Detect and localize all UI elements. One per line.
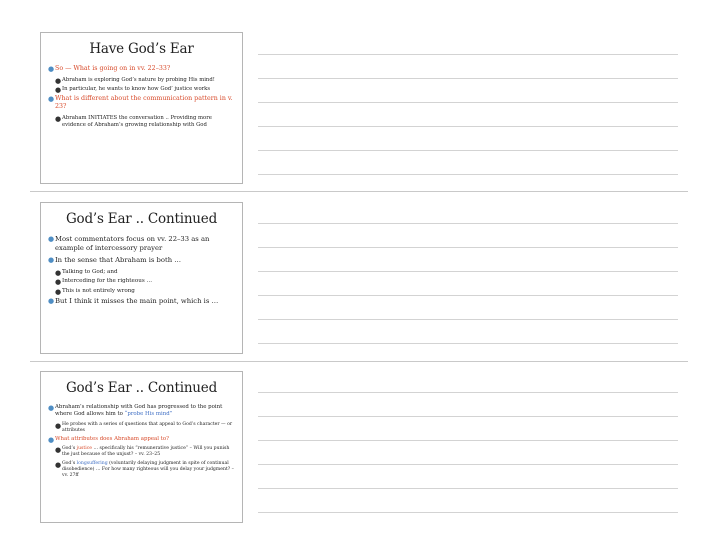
note-line xyxy=(258,295,678,296)
note-line xyxy=(258,343,678,344)
bullet-list xyxy=(48,235,235,306)
bullet-text: (voluntarily delaying judgment in spite of continual disobedience) … For how many righteous will you delay your judgment? – vv. 27ff xyxy=(62,460,234,479)
slide-2 xyxy=(40,202,243,354)
bullet-list xyxy=(48,65,235,129)
bullet-text: Abraham INITIATES the conversation .. Providing more evidence of Abraham’s growing relationship with God xyxy=(62,114,212,128)
bullet-item xyxy=(48,115,235,129)
handout-row-1 xyxy=(0,22,720,190)
bullet-dot-icon: ● xyxy=(55,278,62,287)
note-line xyxy=(258,223,678,224)
bullet-dot-icon: ● xyxy=(55,85,62,94)
bullet-list xyxy=(48,404,235,479)
bullet-text: Abraham is exploring God’s nature by probing His mind! xyxy=(62,76,215,83)
bullet-dot-icon: ● xyxy=(48,435,55,444)
bullet-item xyxy=(48,404,235,419)
note-line xyxy=(258,512,678,513)
bullet-text: longsuffering xyxy=(76,460,108,466)
note-line xyxy=(258,54,678,55)
bullet-item xyxy=(48,269,235,277)
bullet-item xyxy=(48,95,235,112)
note-line xyxy=(258,126,678,127)
note-line xyxy=(258,247,678,248)
bullet-text: Abraham’s relationship with God has progressed to the point where God allows him to xyxy=(55,404,223,418)
bullet-dot-icon: ● xyxy=(55,268,62,277)
bullet-dot-icon: ● xyxy=(48,256,55,265)
bullet-item xyxy=(48,446,235,458)
note-line xyxy=(258,392,678,393)
note-line xyxy=(258,319,678,320)
bullet-dot-icon: ● xyxy=(48,404,55,412)
bullet-text: In the sense that Abraham is both … xyxy=(55,256,182,265)
bullet-text: “probe His mind” xyxy=(124,411,173,418)
note-line xyxy=(258,464,678,465)
slide-title: Have God’s Ear xyxy=(89,41,194,57)
note-line xyxy=(258,488,678,489)
bullet-dot-icon: ● xyxy=(48,235,55,243)
bullet-dot-icon: ● xyxy=(48,94,55,103)
bullet-item xyxy=(48,235,235,253)
bullet-text: What is different about the communication pattern in v. 23? xyxy=(55,94,233,111)
note-line xyxy=(258,416,678,417)
bullet-dot-icon: ● xyxy=(55,114,62,123)
bullet-item xyxy=(48,461,235,480)
bullet-text: … specifically his “remunerative justice” – Will you punish the just because of the unjust? – vv. 23–25 xyxy=(62,446,230,458)
bullet-text: Most commentators focus on vv. 22–33 as an example of intercessory prayer xyxy=(55,235,210,253)
bullet-text: God’s xyxy=(62,446,77,452)
slide-title: God’s Ear .. Continued xyxy=(65,380,218,396)
slide-1 xyxy=(40,32,243,184)
bullet-text: God’s xyxy=(62,460,77,466)
bullet-item xyxy=(48,77,235,84)
note-line xyxy=(258,78,678,79)
bullet-dot-icon: ● xyxy=(55,287,62,296)
bullet-dot-icon: ● xyxy=(48,65,55,73)
slide-title: God’s Ear .. Continued xyxy=(65,211,218,227)
bullet-item xyxy=(48,65,235,74)
bullet-text: This is not entirely wrong xyxy=(62,287,135,294)
bullet-item xyxy=(48,436,235,443)
bullet-text: justice xyxy=(76,446,93,452)
bullet-item xyxy=(48,278,235,286)
handout-row-3 xyxy=(0,361,720,529)
bullet-text: In particular, he wants to know how God’ justice works xyxy=(62,85,211,92)
slide-3 xyxy=(40,371,243,523)
bullet-item xyxy=(48,86,235,93)
note-line xyxy=(258,150,678,151)
handout-row-2 xyxy=(0,192,720,360)
note-line xyxy=(258,440,678,441)
note-line xyxy=(258,174,678,175)
bullet-item xyxy=(48,288,235,296)
bullet-text: He probes with a series of questions that appeal to God’s character — or attributes xyxy=(62,421,233,433)
bullet-text: Interceding for the righteous … xyxy=(62,278,153,285)
bullet-item xyxy=(48,422,235,434)
bullet-dot-icon: ● xyxy=(55,76,62,85)
bullet-dot-icon: ● xyxy=(55,446,62,455)
note-line xyxy=(258,102,678,103)
bullet-dot-icon: ● xyxy=(48,297,55,306)
bullet-text: Talking to God; and xyxy=(62,268,118,275)
bullet-text: But I think it misses the main point, which is … xyxy=(55,297,219,306)
bullet-item xyxy=(48,297,235,306)
note-line xyxy=(258,271,678,272)
bullet-dot-icon: ● xyxy=(55,421,62,430)
bullet-item xyxy=(48,256,235,265)
bullet-text: What attributes does Abraham appeal to? xyxy=(55,435,169,442)
bullet-text: So — What is going on in vv. 22–33? xyxy=(55,65,171,72)
bullet-dot-icon: ● xyxy=(55,460,62,469)
